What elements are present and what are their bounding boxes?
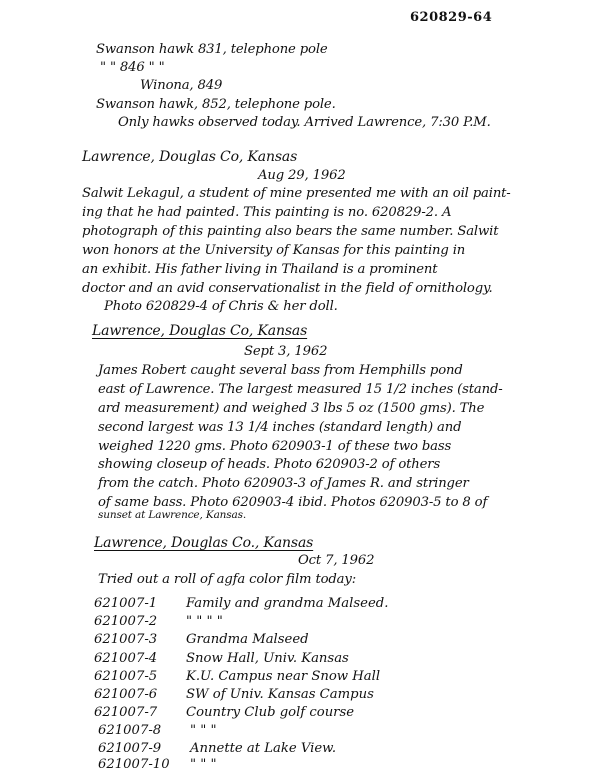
- note-line: Only hawks observed today. Arrived Lawrence, 7:30 P.M.: [118, 115, 491, 130]
- note-line: Winona, 849: [140, 78, 223, 93]
- frame-description: SW of Univ. Kansas Campus: [186, 687, 374, 702]
- section-heading: Lawrence, Douglas Co, Kansas: [82, 149, 298, 165]
- note-line: showing closeup of heads. Photo 620903-2 of others: [98, 457, 441, 472]
- frame-number: 621007-9: [98, 741, 162, 756]
- frame-number: 621007-3: [94, 632, 158, 647]
- entry-date: Oct 7, 1962: [298, 553, 375, 568]
- frame-number: 621007-2: [94, 614, 158, 629]
- frame-description: " " " ": [186, 614, 223, 629]
- film-entry: [94, 632, 309, 647]
- note-line: Salwit Lekagul, a student of mine presented me with an oil paint-: [82, 186, 511, 201]
- note-line: doctor and an avid conservationalist in the field of ornithology.: [82, 281, 493, 296]
- intro-line: Tried out a roll of agfa color film today:: [98, 572, 356, 587]
- note-line: of same bass. Photo 620903-4 ibid. Photos 620903-5 to 8 of: [98, 495, 488, 510]
- note-line: second largest was 13 1/4 inches (standard length) and: [98, 420, 462, 435]
- frame-description: Family and grandma Malseed.: [186, 596, 389, 611]
- frame-description: Annette at Lake View.: [190, 741, 337, 756]
- film-entry: [94, 614, 223, 629]
- frame-number: 621007-6: [94, 687, 158, 702]
- section-heading: Lawrence, Douglas Co, Kansas: [92, 323, 308, 339]
- frame-description: Snow Hall, Univ. Kansas: [186, 651, 349, 666]
- note-line: sunset at Lawrence, Kansas.: [98, 509, 247, 521]
- note-line: an exhibit. His father living in Thailand is a prominent: [82, 262, 438, 277]
- film-entry: [98, 723, 217, 738]
- entry-date: Aug 29, 1962: [258, 168, 346, 183]
- note-line: ard measurement) and weighed 3 lbs 5 oz (1500 gms). The: [98, 401, 485, 416]
- frame-description: " " ": [190, 757, 217, 772]
- note-line: won honors at the University of Kansas for this painting in: [82, 243, 466, 258]
- frame-description: Country Club golf course: [186, 705, 355, 720]
- entry-date: Sept 3, 1962: [244, 344, 328, 359]
- note-line: Swanson hawk 831, telephone pole: [96, 42, 328, 57]
- frame-number: 621007-4: [94, 651, 158, 666]
- film-entry: [94, 669, 380, 684]
- section-heading: Lawrence, Douglas Co., Kansas: [94, 535, 314, 551]
- film-entry: [94, 687, 374, 702]
- note-line: Swanson hawk, 852, telephone pole.: [96, 97, 336, 112]
- note-line: east of Lawrence. The largest measured 15 1/2 inches (stand-: [98, 382, 503, 397]
- note-line: Photo 620829-4 of Chris & her doll.: [104, 299, 338, 314]
- film-entry: [94, 651, 349, 666]
- note-line: " " 846 " ": [100, 60, 165, 75]
- film-entry: [94, 596, 388, 611]
- frame-number: 621007-10: [98, 757, 170, 772]
- frame-description: Grandma Malseed: [186, 632, 309, 647]
- frame-number: 621007-7: [94, 705, 158, 720]
- note-line: photograph of this painting also bears the same number. Salwit: [82, 224, 499, 239]
- note-line: from the catch. Photo 620903-3 of James R. and stringer: [98, 476, 469, 491]
- frame-description: " " ": [190, 723, 217, 738]
- note-line: James Robert caught several bass from Hemphills pond: [98, 363, 463, 378]
- film-entry: [94, 705, 354, 720]
- note-line: ing that he had painted. This painting is no. 620829-2. A: [82, 205, 452, 220]
- film-entry: [98, 741, 336, 756]
- frame-number: 621007-5: [94, 669, 158, 684]
- page-number: 620829-64: [410, 10, 493, 25]
- frame-number: 621007-8: [98, 723, 162, 738]
- film-entry: [98, 757, 217, 772]
- frame-number: 621007-1: [94, 596, 158, 611]
- frame-description: K.U. Campus near Snow Hall: [186, 669, 381, 684]
- note-line: weighed 1220 gms. Photo 620903-1 of these two bass: [98, 439, 452, 454]
